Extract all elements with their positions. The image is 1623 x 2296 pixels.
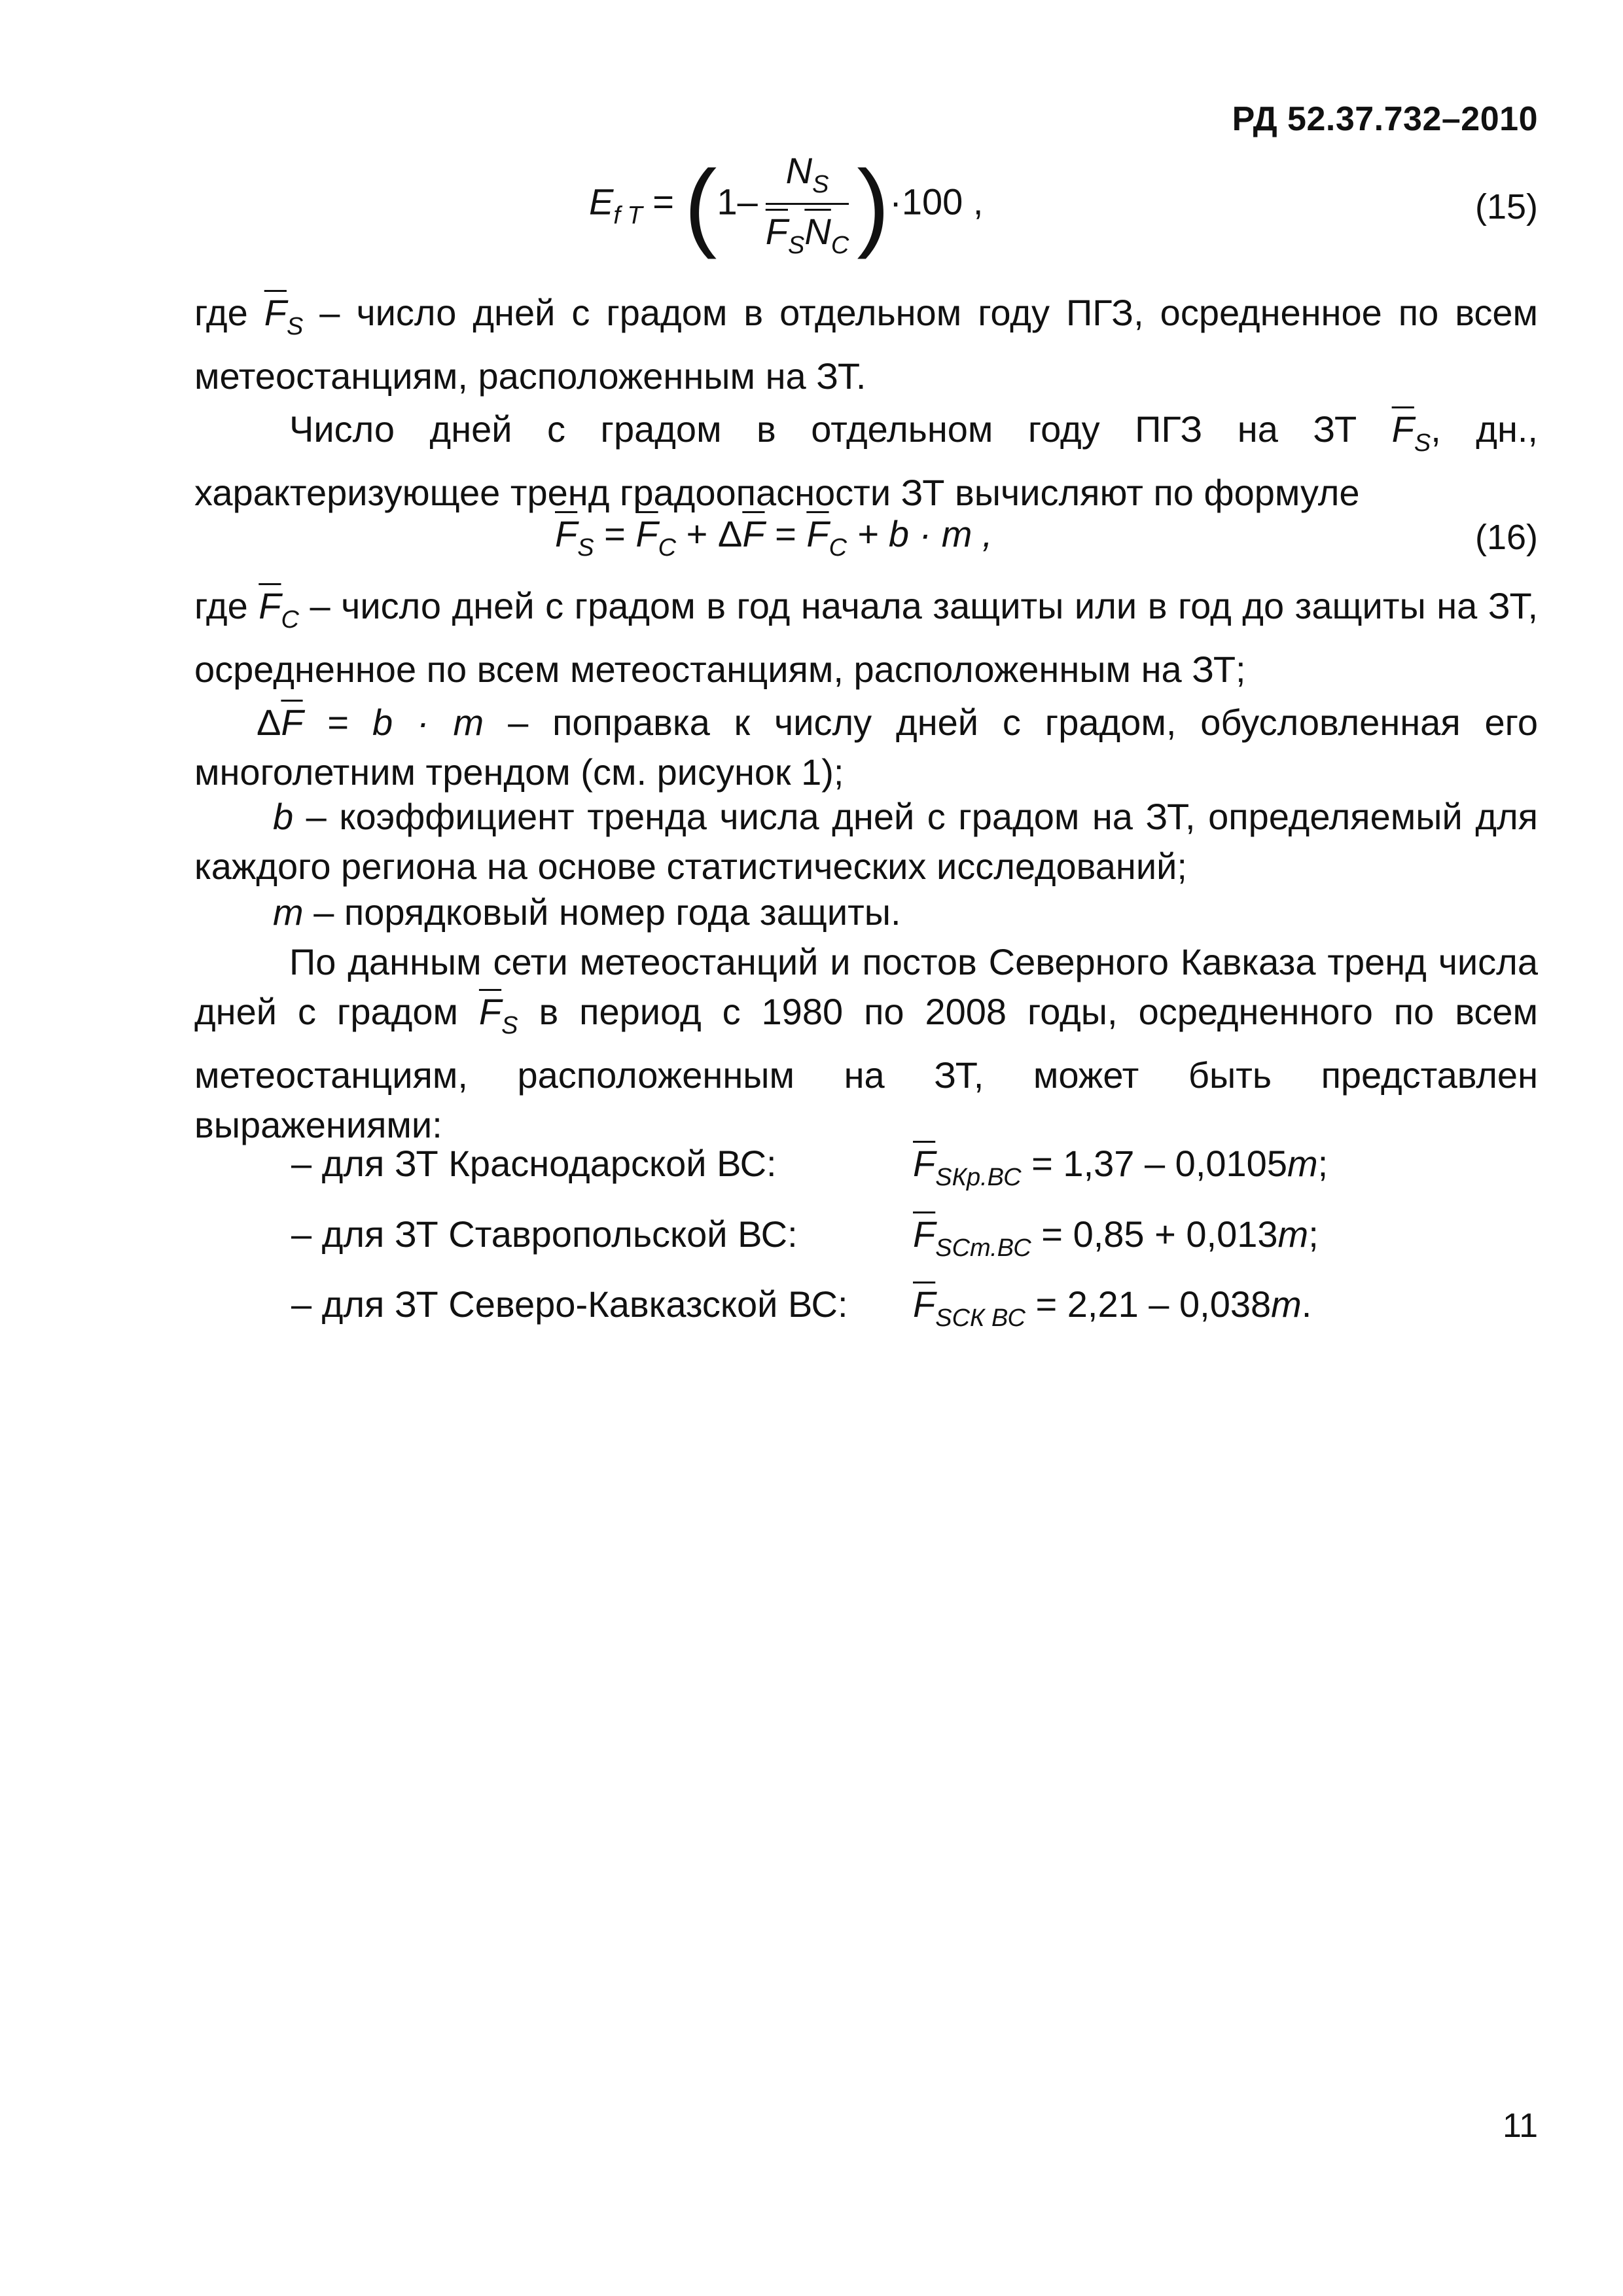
list-item-label: – для ЗТ Краснодарской ВС:: [291, 1143, 777, 1184]
eq16-fc2: $\overline{F}$: [806, 513, 829, 554]
eq15-den-f: $\overline{F}$: [765, 211, 788, 252]
eq15-one: 1: [717, 181, 738, 223]
list-item-expr: = 1,37 – 0,0105: [1021, 1143, 1287, 1184]
eq16-eq2: =: [764, 513, 807, 554]
p1-text: – число дней с градом в отдельном году ПГЗ, осредненное по всем метеостанциям, расположенным на ЗТ.: [194, 292, 1538, 397]
list-item-m: m: [1277, 1213, 1309, 1255]
p3-var-sub: C: [281, 606, 299, 634]
eq16-plus-delta: + Δ: [676, 513, 743, 554]
eq15-numerator-sub: S: [812, 171, 829, 198]
p3-text: – число дней с градом в год начала защиты или в год до защиты на ЗТ, осредненное по всем метеостанциям, расположенным на ЗТ;: [194, 585, 1538, 690]
eq16-eq1: =: [594, 513, 636, 554]
p3-var: $\overline{F}$: [259, 585, 281, 626]
p1-var: $\overline{F}$: [264, 292, 287, 333]
list-item-end: .: [1301, 1283, 1312, 1325]
equation-15: [589, 149, 983, 260]
eq15-multiplier: ·100 ,: [889, 181, 984, 223]
list-item-sub: SСК ВС: [935, 1304, 1026, 1332]
list-item-var: $\overline{F}$: [913, 1143, 936, 1184]
equation-15-number: (15): [1474, 187, 1538, 226]
eq15-den-n-sub: C: [830, 232, 849, 259]
document-id: РД 52.37.732–2010: [1232, 100, 1538, 138]
p6-var: m: [273, 891, 304, 933]
eq16-lhs: $\overline{F}$: [555, 513, 578, 554]
eq15-lhs-sub: f T: [613, 202, 643, 230]
eq16-fc2-sub: C: [829, 534, 847, 562]
p2-text-b: , дн., характеризующее тренд градоопасности ЗТ вычисляют по формуле: [194, 408, 1538, 513]
eq16-df: $\overline{F}$: [742, 513, 765, 554]
list-item-expression: [913, 1213, 1319, 1263]
eq15-den-n: $\overline{N}$: [804, 211, 831, 252]
p1-lead: где: [194, 292, 248, 333]
eq15-equals: =: [652, 181, 685, 223]
page-number: 11: [1503, 2107, 1538, 2145]
paragraph-trend-intro: [194, 404, 1538, 518]
p7-var-sub: S: [501, 1012, 518, 1039]
p3-lead: где: [194, 585, 259, 626]
paragraph-fc-definition: [194, 581, 1538, 694]
list-item-var: $\overline{F}$: [913, 1283, 936, 1325]
list-item-end: ;: [1317, 1143, 1329, 1184]
p4-expr: = b · m: [302, 702, 484, 743]
p5-text: – коэффициент тренда числа дней с градом на ЗТ, определяемый для каждого региона на основе статистических исследований;: [194, 796, 1538, 887]
eq15-fraction: [766, 149, 849, 260]
eq15-den-f-sub: S: [788, 232, 805, 259]
list-item-expression: [913, 1283, 1311, 1333]
list-item: [291, 1283, 1312, 1332]
equation-16-number: (16): [1474, 518, 1538, 557]
list-item: [291, 1213, 1319, 1262]
p6-text: – порядковый номер года защиты.: [303, 891, 901, 933]
p1-var-sub: S: [286, 313, 304, 340]
list-item-m: m: [1271, 1283, 1302, 1325]
eq15-numerator: N: [785, 150, 813, 191]
eq16-fc-sub: C: [658, 534, 677, 562]
p4-var: $\overline{F}$: [281, 702, 303, 743]
list-item-sub: SКр.ВС: [935, 1164, 1022, 1191]
list-item-sub: SСт.ВС: [935, 1234, 1031, 1262]
paragraph-b-definition: [194, 792, 1538, 891]
paragraph-north-caucasus: [194, 937, 1538, 1150]
eq15-minus: –: [737, 181, 758, 223]
p7-text-b: в период с 1980 по 2008 годы, осредненного по всем метеостанциям, расположенным на ЗТ, может быть представлен выражениями:: [194, 991, 1538, 1145]
p4-text: – поправка к числу дней с градом, обусловленная его многолетним трендом (см. рисунок 1);: [194, 702, 1538, 793]
list-item: [291, 1142, 1329, 1191]
list-item-end: ;: [1308, 1213, 1319, 1255]
p2-text-a: Число дней с градом в отдельном году ПГЗ на ЗТ: [289, 408, 1392, 450]
eq15-lhs: E: [589, 181, 614, 223]
eq15-right-paren: ): [857, 149, 890, 260]
list-item-label: – для ЗТ Северо-Кавказской ВС:: [291, 1283, 848, 1325]
list-item-expr: = 0,85 + 0,013: [1031, 1213, 1278, 1255]
list-item-expression: [913, 1142, 1328, 1192]
list-item-label: – для ЗТ Ставропольской ВС:: [291, 1213, 798, 1255]
p2-var: $\overline{F}$: [1391, 408, 1414, 450]
list-item-m: m: [1287, 1143, 1318, 1184]
equation-16: [555, 512, 993, 562]
p4-delta: Δ: [257, 702, 281, 743]
eq16-lhs-sub: S: [577, 534, 594, 562]
paragraph-m-definition: [194, 888, 1538, 937]
p7-text-a: По данным сети метеостанций и постов Северного Кавказа тренд числа дней с градом: [194, 941, 1538, 1032]
eq16-fc: $\overline{F}$: [635, 513, 658, 554]
p5-var: b: [273, 796, 294, 837]
eq16-rest: + b · m ,: [847, 513, 993, 554]
paragraph-delta-definition: [194, 698, 1538, 797]
list-item-expr: = 2,21 – 0,038: [1025, 1283, 1272, 1325]
paragraph-fs-definition: [194, 288, 1538, 401]
list-item-var: $\overline{F}$: [913, 1213, 936, 1255]
eq15-left-paren: (: [684, 149, 717, 260]
p7-var: $\overline{F}$: [478, 991, 502, 1032]
p2-var-sub: S: [1414, 429, 1431, 457]
